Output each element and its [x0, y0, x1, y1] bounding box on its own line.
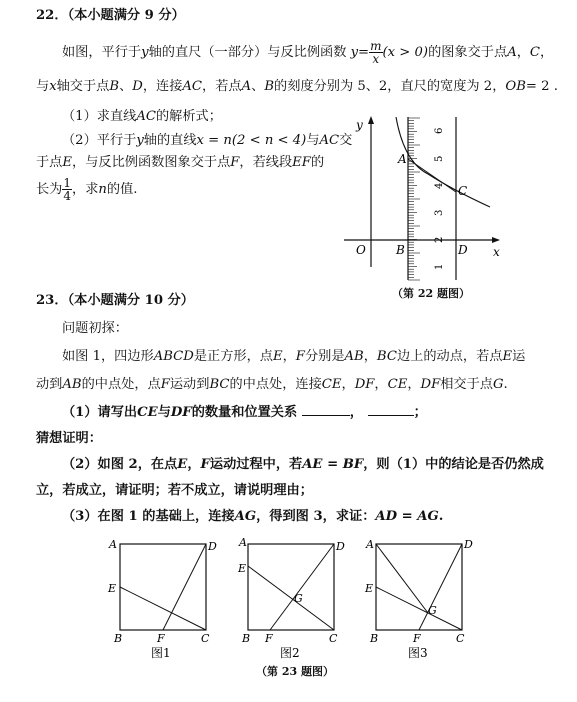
- point-A: A: [507, 45, 517, 60]
- text: 的数量和位置关系: [191, 405, 298, 420]
- point-G: G: [493, 377, 504, 392]
- label-B: B: [114, 632, 123, 645]
- eq-fraction: [369, 40, 382, 65]
- eq-den: x: [372, 52, 380, 66]
- point-D: D: [132, 79, 143, 94]
- eq-AE-BF: AE = BF: [302, 457, 364, 472]
- label-B: B: [370, 632, 379, 645]
- text: ，: [363, 349, 377, 364]
- point-F: F: [160, 377, 170, 392]
- text: 动到: [36, 377, 63, 392]
- text: ，: [516, 45, 530, 60]
- label-B: B: [242, 632, 251, 645]
- label-A: A: [109, 538, 117, 551]
- text: = 2 .: [525, 79, 558, 94]
- text: ，: [341, 377, 355, 392]
- text: 运动过程中，若: [209, 457, 303, 472]
- ruler-num-6: 6: [434, 127, 445, 134]
- q22-sub1: [62, 108, 222, 125]
- seg-BC: BC: [209, 377, 230, 392]
- y-axis-label: y: [356, 118, 363, 132]
- eq-AD-AG: AD = AG: [375, 509, 439, 524]
- text: 运: [512, 349, 526, 364]
- origin-label: O: [356, 243, 366, 257]
- point-F: F: [230, 155, 240, 170]
- q23-sub1: [62, 404, 427, 421]
- text: 的: [310, 155, 325, 170]
- seg-AC: AC: [136, 109, 156, 124]
- text: 轴的直尺（一部分）与反比例函数: [148, 45, 347, 60]
- label-A: A: [398, 152, 407, 166]
- label-D: D: [208, 540, 217, 553]
- figure-caption-3: 图3: [408, 646, 428, 660]
- q23-sub2: [62, 456, 544, 473]
- point-A: A: [241, 79, 252, 94]
- var-n: n: [98, 182, 107, 197]
- segment-DF: [270, 544, 334, 630]
- segment-CE: [376, 587, 462, 630]
- text: 如图 1，四边形: [62, 349, 154, 364]
- q22-sub2: [62, 132, 352, 149]
- figure-caption-2: 图2: [280, 646, 300, 660]
- text: 是正方形，点: [193, 349, 273, 364]
- text: ，得到图 3，求证：: [256, 509, 376, 524]
- q23-sub2-line2: 立，若成立，请证明；若不成立，请说明理由；: [36, 483, 313, 498]
- text: ，: [187, 457, 201, 472]
- seg-BC: BC: [376, 349, 397, 364]
- q22-caption: （第 22 题图）: [392, 287, 470, 300]
- ruler-num-2: 2: [434, 236, 445, 243]
- text: 、: [251, 79, 265, 94]
- eq-cond: (x > 0): [382, 45, 429, 60]
- q22-figure: [338, 112, 508, 282]
- point-F: F: [295, 349, 305, 364]
- label-A: A: [366, 538, 374, 551]
- text: ，: [407, 377, 421, 392]
- seg-AG: AG: [234, 509, 257, 524]
- text: ，若点: [202, 79, 242, 94]
- eq-num: m: [370, 39, 382, 53]
- text: 与: [157, 405, 171, 420]
- segment-DF: [163, 544, 206, 630]
- text: ，若线段: [239, 155, 293, 170]
- eq-y: y: [350, 45, 359, 60]
- text: ，: [282, 349, 296, 364]
- text: 边上的动点，若点: [396, 349, 503, 364]
- segment-AG: [376, 544, 428, 613]
- label-G: G: [294, 592, 303, 605]
- text: ；: [413, 405, 427, 420]
- eq-equals: =: [358, 45, 370, 60]
- point-E: E: [62, 155, 73, 170]
- label-C: C: [201, 632, 210, 645]
- label-F: F: [265, 632, 273, 645]
- q23-figure-1: [104, 536, 224, 660]
- text: （1）请写出: [62, 405, 138, 420]
- answer-blank-1[interactable]: [302, 404, 350, 416]
- square-ABCD: [376, 544, 462, 630]
- ruler: [408, 117, 456, 280]
- text: （2）平行于: [62, 133, 137, 148]
- text: ，则（1）中的结论是否仍然成: [363, 457, 544, 472]
- text: ，求: [72, 182, 99, 197]
- label-C: C: [456, 632, 465, 645]
- label-D: D: [336, 540, 345, 553]
- label-A: A: [239, 536, 247, 549]
- q22-sub2-line3: [36, 177, 137, 202]
- ruler-num-3: 3: [434, 209, 445, 216]
- segment-DF: [419, 544, 462, 630]
- point-B: B: [264, 79, 275, 94]
- seg-EF: EF: [292, 155, 311, 170]
- var-y: y: [141, 45, 149, 60]
- fraction-one-quarter: [62, 177, 72, 202]
- text: 、: [119, 79, 133, 94]
- seg-DF: DF: [354, 377, 375, 392]
- segment-CE: [248, 566, 334, 630]
- point-E: E: [272, 349, 283, 364]
- seg-AC: AC: [319, 133, 340, 148]
- text: 运动到: [169, 377, 210, 392]
- y-axis-arrow: [368, 116, 374, 124]
- text: ，: [349, 405, 363, 420]
- q22-sub2-line2: [36, 154, 324, 171]
- label-C: C: [458, 184, 468, 198]
- seg-DF: DF: [170, 405, 192, 420]
- frac-den: 4: [63, 189, 72, 203]
- seg-CE: CE: [137, 405, 158, 420]
- text: 的中点处，连接: [229, 377, 322, 392]
- var-x: x: [49, 79, 57, 94]
- seg-AB: AB: [344, 349, 364, 364]
- text: ，: [374, 377, 388, 392]
- text: 的中点处，点: [81, 377, 161, 392]
- label-C: C: [329, 632, 338, 645]
- x-axis-label: x: [493, 245, 500, 259]
- frac-num: 1: [63, 176, 72, 190]
- text: 的刻度分别为 5、2，直尺的宽度为 2，: [274, 79, 506, 94]
- segment-CE: [120, 587, 206, 630]
- text: 长为: [36, 182, 63, 197]
- text: 轴交于点: [56, 79, 110, 94]
- text: 交: [339, 133, 353, 148]
- text: 分别是: [304, 349, 345, 364]
- label-E: E: [365, 582, 374, 595]
- q22-line2: [36, 78, 558, 95]
- text: 的图象交于点: [428, 45, 508, 60]
- label-D: D: [464, 538, 473, 551]
- point-F: F: [200, 457, 210, 472]
- label-B: B: [396, 243, 405, 257]
- text: （2）如图 2，在点: [62, 457, 178, 472]
- text: 如图，平行于: [62, 45, 142, 60]
- point-E: E: [502, 349, 513, 364]
- point-C: C: [529, 45, 540, 60]
- text: .: [438, 509, 444, 524]
- eq-x-n: x = n(2 < n < 4): [196, 133, 307, 148]
- seg-DF: DF: [420, 377, 441, 392]
- q23-sub3: [62, 508, 443, 525]
- square-ABCD: [248, 544, 334, 630]
- q22-heading: 22．（本小题满分 9 分）: [36, 8, 185, 23]
- q23-line1: [62, 348, 525, 365]
- quad-ABCD: ABCD: [153, 349, 194, 364]
- seg-AB: AB: [62, 377, 82, 392]
- answer-blank-2[interactable]: [368, 404, 414, 416]
- ruler-num-4: 4: [434, 182, 445, 189]
- text: 与: [306, 133, 320, 148]
- label-F: F: [157, 632, 165, 645]
- q23-heading: 23．（本小题满分 10 分）: [36, 293, 194, 308]
- text: 的解析式；: [155, 109, 222, 124]
- label-F: F: [413, 632, 421, 645]
- text: （3）在图 1 的基础上，连接: [62, 509, 235, 524]
- text: （1）求直线: [62, 109, 137, 124]
- point-E: E: [177, 457, 188, 472]
- label-E: E: [108, 582, 117, 595]
- square-ABCD: [120, 544, 206, 630]
- seg-OB: OB: [505, 79, 526, 94]
- text: 相交于点: [440, 377, 493, 392]
- text: 与: [36, 79, 50, 94]
- ruler-num-1: 1: [434, 263, 445, 270]
- q22-line1: [62, 40, 553, 65]
- seg-AC: AC: [182, 79, 203, 94]
- text: .: [503, 377, 508, 392]
- q23-guess: 猜想证明：: [36, 431, 102, 446]
- ruler-num-5: 5: [434, 155, 445, 162]
- label-D: D: [458, 243, 468, 257]
- figure-caption-1: 图1: [151, 646, 171, 660]
- q23-figure-3: [362, 536, 482, 660]
- q23-line2: [36, 376, 508, 393]
- text: 于点: [36, 155, 63, 170]
- text: ，: [540, 45, 554, 60]
- seg-CE: CE: [387, 377, 408, 392]
- ruler-ticks: [408, 118, 420, 280]
- seg-CE: CE: [321, 377, 342, 392]
- segment-AC: [408, 159, 456, 192]
- q23-caption: （第 23 题图）: [256, 665, 334, 678]
- point-B: B: [109, 79, 120, 94]
- label-G: G: [428, 604, 437, 617]
- q23-explore: 问题初探：: [62, 321, 128, 336]
- q23-figure-2: [234, 536, 354, 660]
- text: 轴的直线: [143, 133, 197, 148]
- x-axis-arrow: [492, 237, 500, 243]
- text: ，与反比例函数图象交于点: [72, 155, 231, 170]
- text: ，连接: [142, 79, 183, 94]
- text: 的值.: [106, 182, 138, 197]
- var-y: y: [136, 133, 144, 148]
- label-E: E: [238, 562, 247, 575]
